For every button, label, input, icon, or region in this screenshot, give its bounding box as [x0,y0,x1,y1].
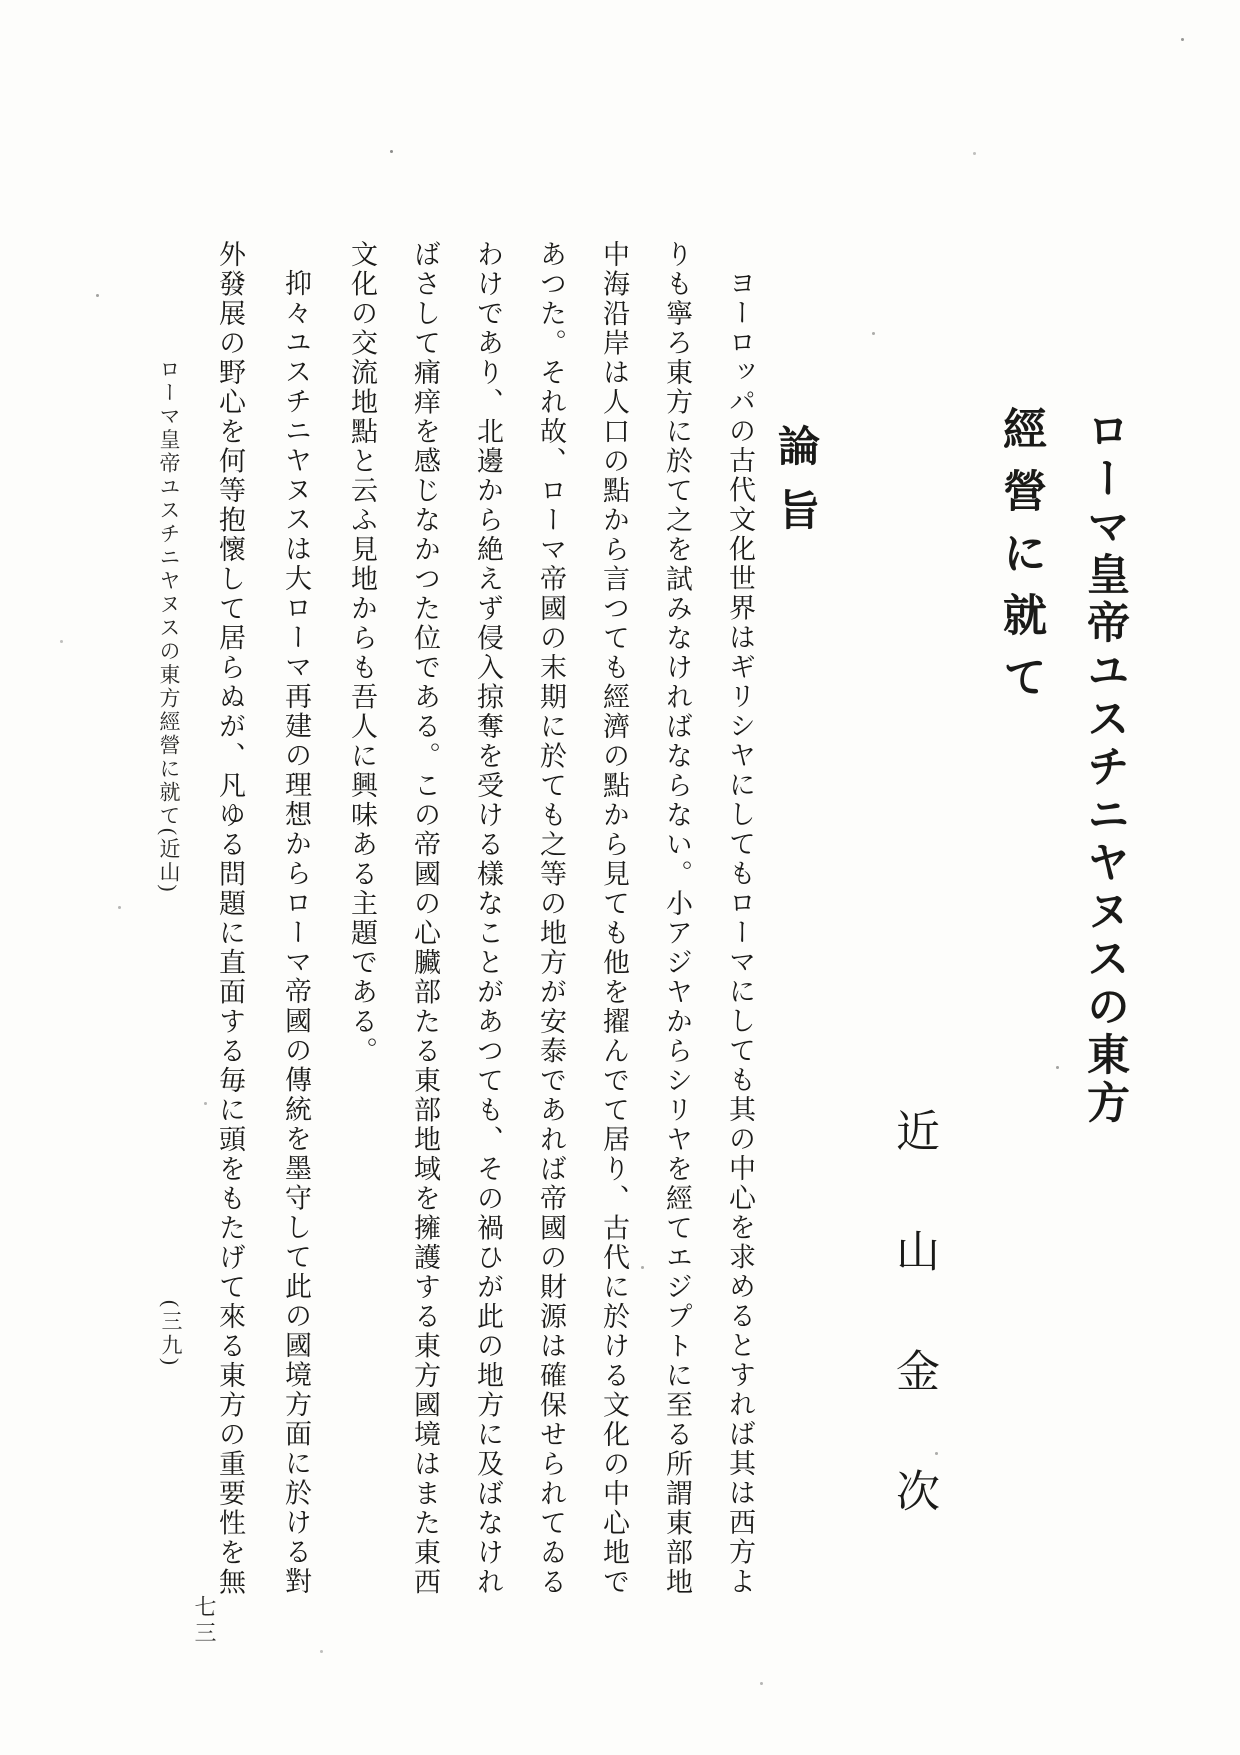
article-title-line-1: ローマ皇帝ユスチニヤヌスの東方 [1081,408,1128,1128]
body-column: わけであり、北邊から絶えず侵入掠奪を受ける樣なことがあつても、その禍ひが此の地方に及ばなけれ [473,240,503,1597]
running-title: ローマ皇帝ユスチニヤヌスの東方經營に就て(近山) [157,358,181,894]
body-column: 外發展の野心を何等抱懷して居らぬが、凡ゆる問題に直面する毎に頭をもたげて來る東方の重要性を無 [215,240,245,1597]
body-column: ヨーロッパの古代文化世界はギリシヤにしてもローマにしても其の中心を求めるとすれば其は西方よ [725,269,755,1597]
page-number-folio: 七三 [192,1595,217,1647]
page-number-inner: (三九) [159,1300,183,1368]
article-title-line-2: 經營に就て [996,406,1045,716]
body-column: ばさして痛痒を感じなかつた位である。この帝國の心臟部たる東部地域を擁護する東方國境はまた東西 [410,240,440,1597]
body-column: 文化の交流地點と云ふ見地からも吾人に興味ある主題である。 [347,240,377,1066]
section-heading: 論旨 [772,424,818,552]
author-name: 近山金次 [889,1108,938,1588]
body-column: 抑々ユスチニヤヌスは大ローマ再建の理想からローマ帝國の傳統を墨守して此の國境方面に於ける對 [281,269,311,1597]
body-column: りも寧ろ東方に於て之を試みなければならない。小アジヤからシリヤを經てエジプトに至る所謂東部地 [662,240,692,1597]
body-column: 中海沿岸は人口の點から言つても經濟の點から見ても他を擢んでて居り、古代に於ける文化の中心地で [599,240,629,1597]
scan-noise [0,0,3,3]
body-column: あつた。それ故、ローマ帝國の末期に於ても之等の地方が安泰であれば帝國の財源は確保せられてゐる [536,240,566,1597]
